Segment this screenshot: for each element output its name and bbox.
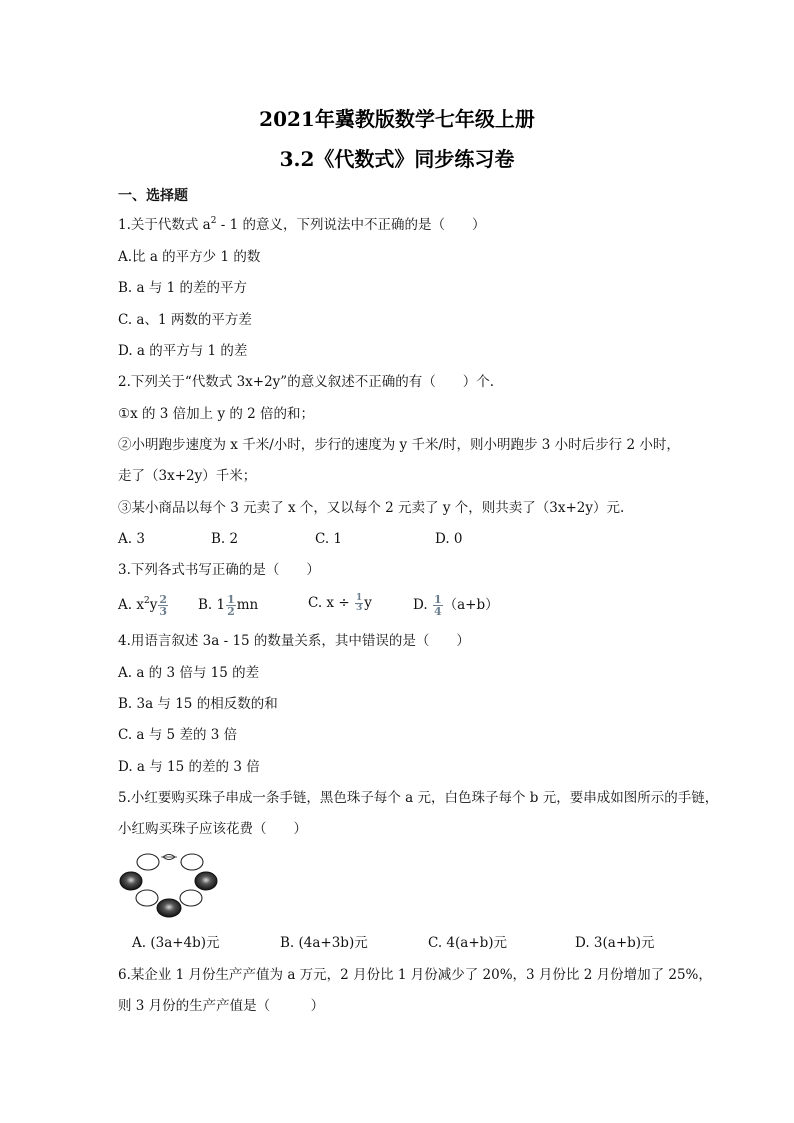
worksheet-subtitle: 3.2《代数式》同步练习卷 — [279, 147, 515, 171]
question-2-statement-2: ②小明跑步速度为 x 千米/小时，步行的速度为 y 千米/时，则小明跑步 3 小时后步行 2 小时， — [118, 437, 680, 453]
question-5-stem-cont: 小红购买珠子应该花费（ ） — [118, 821, 307, 837]
question-2-statement-1: ①x 的 3 倍加上 y 的 2 倍的和； — [118, 406, 315, 422]
question-2-option-b: B. 2 — [211, 531, 239, 547]
fraction-one-third: $\frac{1}{3}$ — [355, 593, 363, 613]
fraction-one-half: $\frac{1}{2}$ — [227, 593, 235, 618]
black-bead — [120, 872, 142, 890]
question-4-option-c: C. a 与 5 差的 3 倍 — [118, 727, 238, 743]
question-1-option-d: D. a 的平方与 1 的差 — [118, 343, 248, 359]
question-1-stem: 1.关于代数式 $a^2 - 1$ 的意义，下列说法中不正确的是（ ） — [118, 216, 486, 233]
question-3-stem: 3.下列各式书写正确的是（ ） — [118, 562, 320, 578]
question-3-option-c: C. x ÷ $\frac{1}{3}$ y — [308, 593, 372, 613]
question-4-option-b: B. 3a 与 15 的相反数的和 — [118, 696, 278, 712]
question-6-stem-cont: 则 3 月份的生产产值是（ ） — [118, 998, 325, 1014]
worksheet-title: 2021年冀教版数学七年级上册 — [259, 107, 535, 131]
question-5-option-d: D. 3(a+b)元 — [575, 935, 655, 951]
question-1-option-c: C. a、1 两数的平方差 — [118, 312, 252, 328]
question-4-option-d: D. a 与 15 的差的 3 倍 — [118, 759, 260, 775]
question-2-statement-3: ③某小商品以每个 3 元卖了 x 个，又以每个 2 元卖了 y 个，则共卖了（3x+2y）元. — [118, 500, 625, 516]
bracelet-figure — [118, 850, 220, 920]
question-2-stem: 2.下列关于“代数式 3x+2y”的意义叙述不正确的有（ ）个. — [118, 374, 494, 390]
question-3-option-d: D. $\frac{1}{4}$ （a+b） — [413, 593, 499, 618]
section-heading: 一、选择题 — [118, 188, 188, 204]
fraction-two-thirds: $\frac{2}{3}$ — [159, 593, 167, 618]
white-bead — [137, 854, 159, 870]
question-1-option-a: A.比 a 的平方少 1 的数 — [118, 249, 261, 265]
question-3-option-a: A. $x^2y$ $\frac{2}{3}$ — [118, 593, 167, 618]
question-5-stem: 5.小红要购买珠子串成一条手链，黑色珠子每个 a 元，白色珠子每个 b 元，要串成如图所示的手链， — [118, 790, 719, 806]
white-bead — [181, 854, 203, 870]
fraction-one-quarter: $\frac{1}{4}$ — [433, 593, 442, 618]
question-3-option-b: B. 1 $\frac{1}{2}$ mn — [198, 593, 259, 618]
question-2-option-c: C. 1 — [315, 531, 343, 547]
question-2-statement-2-cont: 走了（3x+2y）千米； — [118, 468, 257, 484]
white-bead — [180, 890, 202, 906]
question-5-option-a: A. (3a+4b)元 — [132, 935, 220, 951]
black-bead — [157, 899, 181, 917]
question-5-option-c: C. 4(a+b)元 — [428, 935, 508, 951]
question-4-option-a: A. a 的 3 倍与 15 的差 — [118, 665, 260, 681]
question-2-option-d: D. 0 — [435, 531, 463, 547]
question-2-option-a: A. 3 — [118, 531, 145, 547]
question-5-option-b: B. (4a+3b)元 — [280, 935, 368, 951]
question-1-option-b: B. a 与 1 的差的平方 — [118, 280, 248, 296]
white-bead — [136, 890, 158, 906]
question-6-stem: 6.某企业 1 月份生产产值为 a 万元，2 月份比 1 月份减少了 20%，3 月份比 2 月份增加了 25%， — [118, 967, 712, 983]
black-bead — [195, 872, 217, 890]
question-4-stem: 4.用语言叙述 3a - 15 的数量关系，其中错误的是（ ） — [118, 633, 470, 649]
